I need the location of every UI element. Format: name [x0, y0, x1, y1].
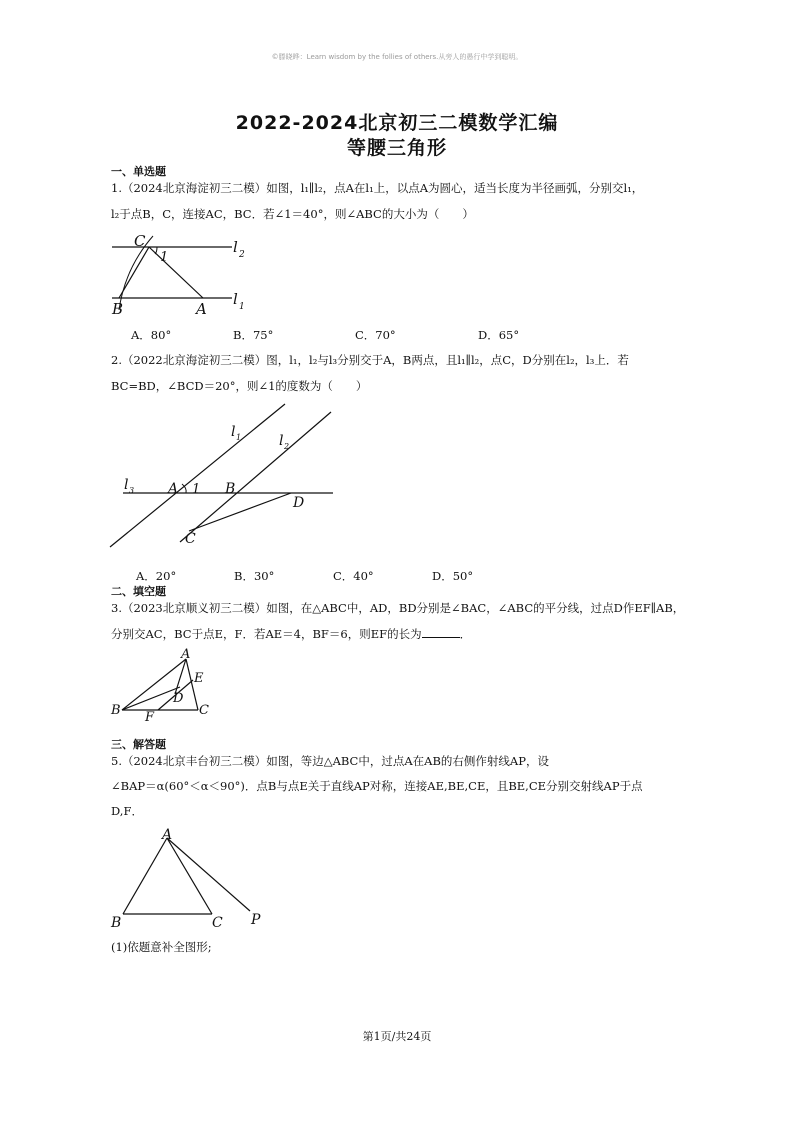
- watermark: ©滕晓晔：Learn wisdom by the follies of others.从旁人的愚行中学到聪明。: [271, 53, 523, 61]
- q1-label-c: C: [134, 232, 146, 250]
- q1-label-a: A: [196, 300, 207, 318]
- q5-text-line1: 5.（2024北京丰台初三二模）如图，等边△ABC中，过点A在AB的右侧作射线AP，设: [111, 754, 549, 768]
- q2-label-l2: l: [279, 433, 284, 449]
- q2-line-l1: [110, 404, 285, 547]
- q2-label-l2-subscript: 2: [284, 442, 290, 451]
- q3-label-f: F: [145, 710, 155, 725]
- section-heading-fill-blank: 二、填空题: [111, 585, 166, 598]
- q1-option-c: C．70°: [355, 328, 396, 342]
- q1-label-b: B: [112, 300, 124, 318]
- q5-text-line3: D,F．: [111, 804, 143, 818]
- q2-label-d: D: [293, 495, 305, 511]
- q3-text-line2-end: ．: [459, 627, 472, 641]
- q2-option-d: D．50°: [432, 569, 474, 583]
- q1-segment-ac: [149, 247, 203, 298]
- q2-label-l1-subscript: 1: [236, 433, 242, 442]
- q3-figure: [105, 644, 225, 726]
- section-heading-single-choice: 一、单选题: [111, 165, 166, 178]
- q5-label-b: B: [111, 915, 122, 931]
- q2-label-c: C: [185, 531, 196, 547]
- q5-figure: [105, 826, 275, 932]
- q2-label-l3: l: [124, 477, 129, 493]
- q2-option-a: A．20°: [136, 569, 177, 583]
- q1-option-b: B．75°: [233, 328, 274, 342]
- q1-label-l2: l: [233, 238, 238, 256]
- section-heading-solution: 三、解答题: [111, 738, 166, 751]
- q5-label-a: A: [162, 827, 173, 843]
- q3-answer-blank: [422, 627, 460, 638]
- q2-label-a: A: [168, 481, 179, 497]
- q1-text-line1: 1.（2024北京海淀初三二模）如图，l₁∥l₂，点A在l₁上，以点A为圆心，适当长度为半径画弧，分别交l₁，: [111, 181, 644, 195]
- q2-text-line2: BC=BD，∠BCD＝20°，则∠1的度数为（ ）: [111, 379, 368, 393]
- q3-label-e: E: [194, 671, 204, 686]
- q1-option-d: D．65°: [478, 328, 520, 342]
- q5-label-c: C: [212, 915, 223, 931]
- q5-label-p: P: [251, 912, 261, 928]
- q1-text-line2: l₂于点B，C，连接AC，BC．若∠1＝40°，则∠ABC的大小为（ ）: [111, 207, 474, 221]
- q1-label-l1: l: [233, 290, 238, 308]
- q1-figure: [105, 228, 265, 320]
- q2-label-b: B: [225, 481, 236, 497]
- page-title: 2022-2024北京初三二模数学汇编: [235, 112, 559, 134]
- q5-subquestion-1: (1)依题意补全图形;: [111, 940, 212, 954]
- q2-label-angle-1: 1: [192, 482, 201, 497]
- q3-label-b: B: [111, 703, 121, 718]
- q2-option-b: B．30°: [234, 569, 275, 583]
- q2-option-c: C．40°: [333, 569, 374, 583]
- q1-option-a: A．80°: [131, 328, 172, 342]
- q2-text-line1: 2.（2022北京海淀初三二模）图，l₁，l₂与l₃分别交于A，B两点，且l₁∥l₂，点C，D分别在l₂，l₃上．若: [111, 353, 629, 367]
- q1-label-l1-subscript: 1: [239, 302, 245, 312]
- q1-label-angle-1: 1: [160, 250, 169, 265]
- q5-segment-ab: [123, 838, 167, 914]
- q5-segment-ac: [167, 838, 212, 914]
- q3-label-a: A: [181, 647, 191, 662]
- q2-label-l3-subscript: 3: [129, 486, 135, 495]
- q1-label-l2-subscript: 2: [239, 250, 245, 260]
- q3-text-line1: 3.（2023北京顺义初三二模）如图，在△ABC中，AD，BD分别是∠BAC，∠ABC的平分线，过点D作EF∥AB，: [111, 601, 685, 615]
- q2-label-l1: l: [231, 424, 236, 440]
- q2-segment-cd: [189, 493, 291, 531]
- q3-label-c: C: [199, 703, 209, 718]
- q5-ray-ap: [167, 838, 250, 911]
- q3-text-line2: [111, 626, 471, 642]
- page-subtitle: 等腰三角形: [346, 137, 447, 159]
- q3-label-d: D: [173, 691, 184, 706]
- q1-angle-mark: [155, 247, 157, 254]
- page-footer: 第1页/共24页: [362, 1030, 432, 1043]
- q2-figure: [105, 396, 345, 556]
- q3-text-line2-main: 分别交AC，BC于点E，F．若AE＝4，BF＝6，则EF的长为: [111, 627, 422, 641]
- q2-line-l2: [180, 412, 331, 542]
- q5-text-line2: ∠BAP＝α(60°＜α＜90°)．点B与点E关于直线AP对称，连接AE,BE,CE，且BE,CE分别交射线AP于点: [111, 779, 643, 793]
